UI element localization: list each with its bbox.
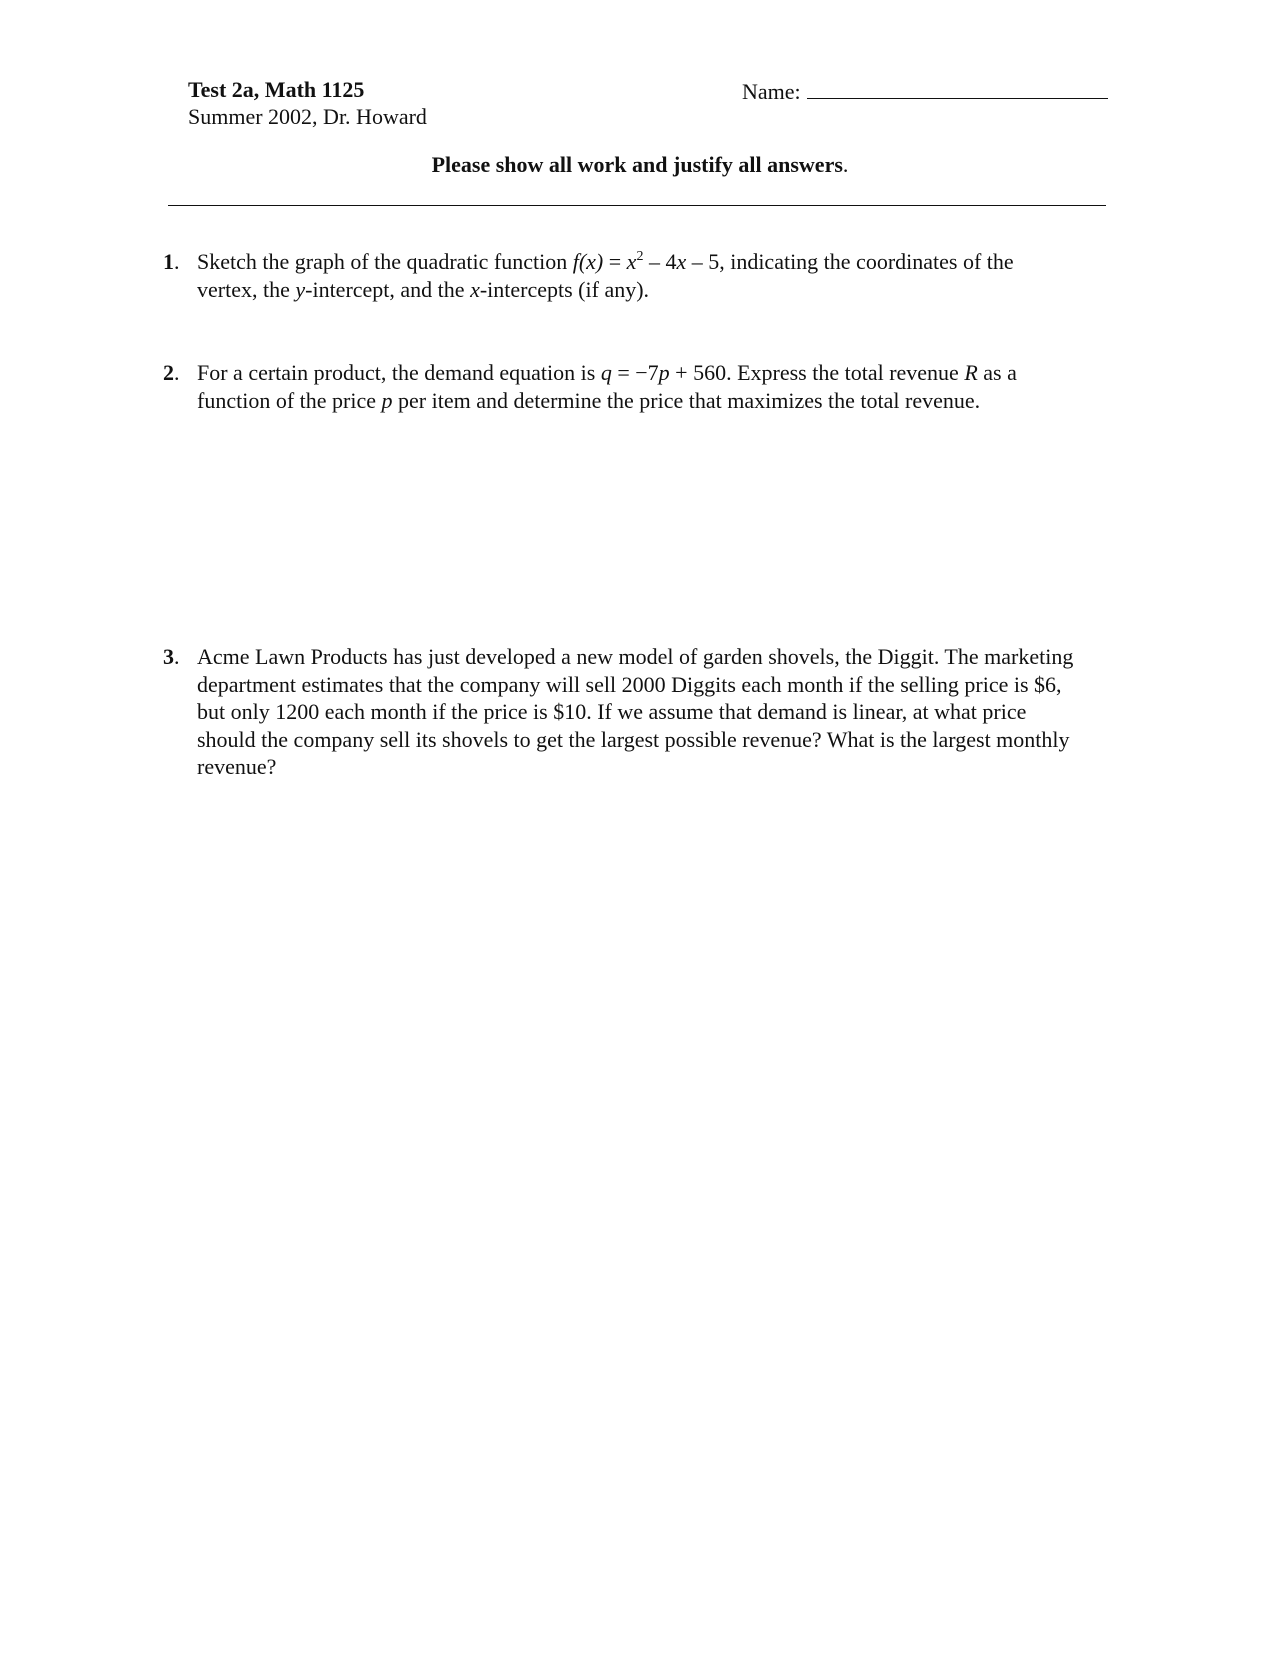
name-label: Name: <box>742 79 801 104</box>
instructions-period: . <box>842 152 849 177</box>
question-text: For a certain product, the demand equation is q = −7p + 560. Express the total revenue R as a function of the price p per item and determine the price that maximizes the total revenue. <box>197 360 1017 413</box>
question-number: 1. <box>163 249 180 274</box>
name-field <box>742 76 1108 105</box>
question-1 <box>163 248 1087 303</box>
instructions-text: Please show all work and justify all answers <box>431 152 843 177</box>
name-blank-line[interactable] <box>807 76 1108 99</box>
question-text: Sketch the graph of the quadratic function $f(x) = x^2 - 4x - 5$, indicating the coordinates of the vertex, the y-intercept, and the x-intercepts (if any). <box>197 248 1014 302</box>
exam-title: Test 2a, Math 1125 <box>188 77 365 102</box>
question-number: 2. <box>163 360 180 385</box>
question-number: 3. <box>163 644 180 669</box>
exam-subtitle: Summer 2002, Dr. Howard <box>188 104 427 129</box>
header-divider <box>168 205 1106 206</box>
question-text: Acme Lawn Products has just developed a new model of garden shovels, the Diggit. The marketing department estimates that the company will sell 2000 Diggits each month if the selling price is $6, but only 1200 each month if the price is $10. If we assume that demand is linear, at what price should the company sell its shovels to get the largest possible revenue? What is the largest monthly revenue? <box>197 644 1074 779</box>
question-3 <box>163 643 1087 781</box>
exam-header <box>188 76 427 130</box>
instructions <box>0 152 1280 178</box>
question-2 <box>163 359 1087 414</box>
